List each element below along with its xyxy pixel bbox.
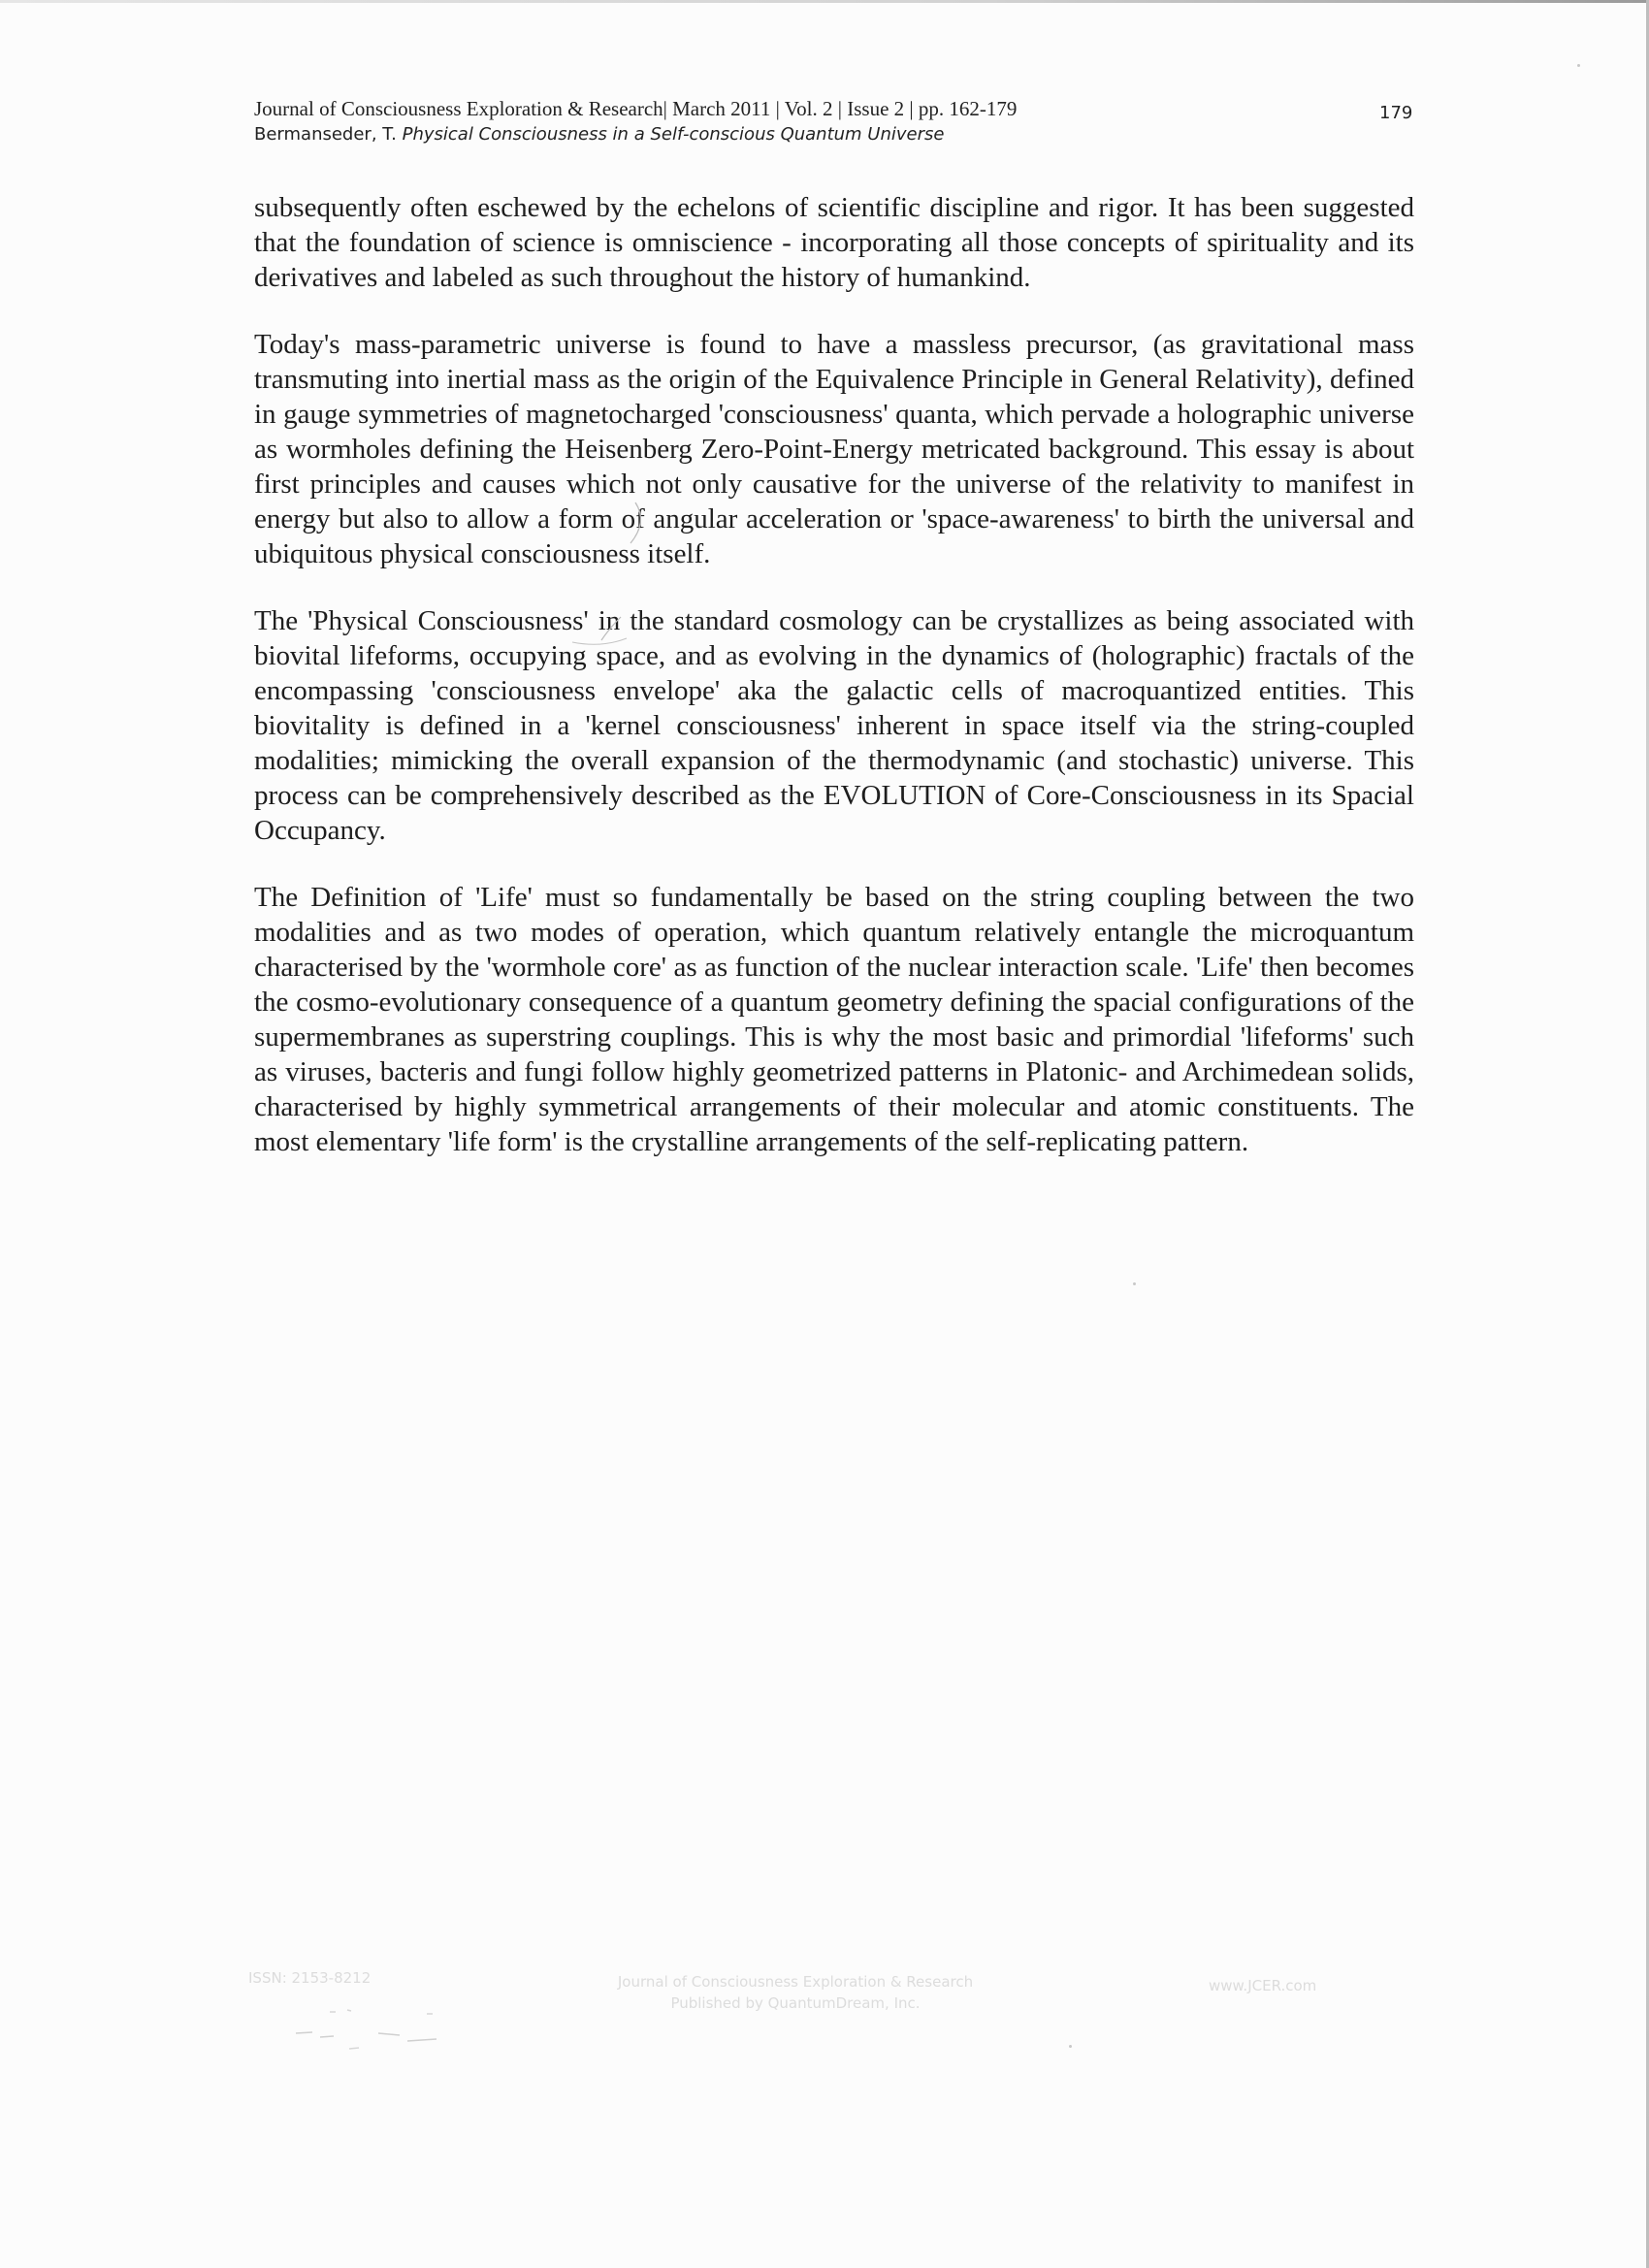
footer-journal-name: Journal of Consciousness Exploration & Research: [617, 1973, 974, 1991]
scan-speck: [1133, 1282, 1136, 1285]
running-header: [254, 95, 1418, 147]
page-footer: [0, 1965, 1649, 2024]
journal-citation: Journal of Consciousness Exploration & Research| March 2011 | Vol. 2 | Issue 2 | pp. 162-179: [254, 97, 1018, 120]
footer-publication: [543, 1971, 1048, 2014]
page-number: 179: [1379, 103, 1413, 123]
footer-issn: ISSN: 2153-8212: [248, 1969, 372, 1987]
article-body: [254, 190, 1414, 1191]
article-title: Physical Consciousness in a Self-conscious Quantum Universe: [402, 124, 945, 145]
author-name: Bermanseder, T.: [254, 124, 397, 145]
footer-publisher: Published by QuantumDream, Inc.: [670, 1994, 921, 2012]
author-title-line: [254, 122, 1418, 147]
paragraph-2: Today's mass-parametric universe is found to have a massless precursor, (as gravitational mass transmuting into inertial mass as the origin of the Equivalence Principle in General Relativity), defined in gauge symmetries of magnetocharged 'consciousness' quanta, which pervade a holographic universe as wormholes defining the Heisenberg Zero-Point-Energy metricated background. This essay is about first principles and causes which not only causative for the universe of the relativity to manifest in energy but also to allow a form of angular acceleration or 'space-awareness' to birth the universal and ubiquitous physical consciousness itself.: [254, 329, 1414, 569]
paragraph-1: subsequently often eschewed by the echelons of scientific discipline and rigor. It has been suggested that the foundation of science is omniscience - incorporating all those concepts of spirituality and its derivatives and labeled as such throughout the history of humankind.: [254, 192, 1414, 293]
scan-speck: [1069, 2045, 1072, 2048]
scan-edge-top: [0, 0, 1649, 3]
paragraph-4: The Definition of 'Life' must so fundamentally be based on the string coupling between the two modalities and as two modes of operation, which quantum relatively entangle the microquantum characterised by the 'wormhole core' as as function of the nuclear interaction scale. 'Life' then becomes the cosmo-evolutionary consequence of a quantum geometry defining the spacial configurations of the supermembranes as superstring couplings. This is why the most basic and primordial 'lifeforms' such as viruses, bacteris and fungi follow highly geometrized patterns in Platonic- and Archimedean solids, characterised by highly symmetrical arrangements of their molecular and atomic constituents. The most elementary 'life form' is the crystalline arrangements of the self-replicating pattern.: [254, 882, 1414, 1157]
scan-smudge: [291, 2006, 456, 2055]
scan-speck: [1577, 64, 1580, 67]
paragraph-3: The 'Physical Consciousness' in the standard cosmology can be crystallizes as being associated with biovital lifeforms, occupying space, and as evolving in the dynamics of (holographic) fractals of the encompassing 'consciousness envelope' aka the galactic cells of macroquantized entities. This biovitality is defined in a 'kernel consciousness' inherent in space itself via the string-coupled modalities; mimicking the overall expansion of the thermodynamic (and stochastic) universe. This process can be comprehensively described as the EVOLUTION of Core-Consciousness in its Spacial Occupancy.: [254, 605, 1414, 846]
footer-url: www.JCER.com: [1209, 1977, 1317, 1994]
